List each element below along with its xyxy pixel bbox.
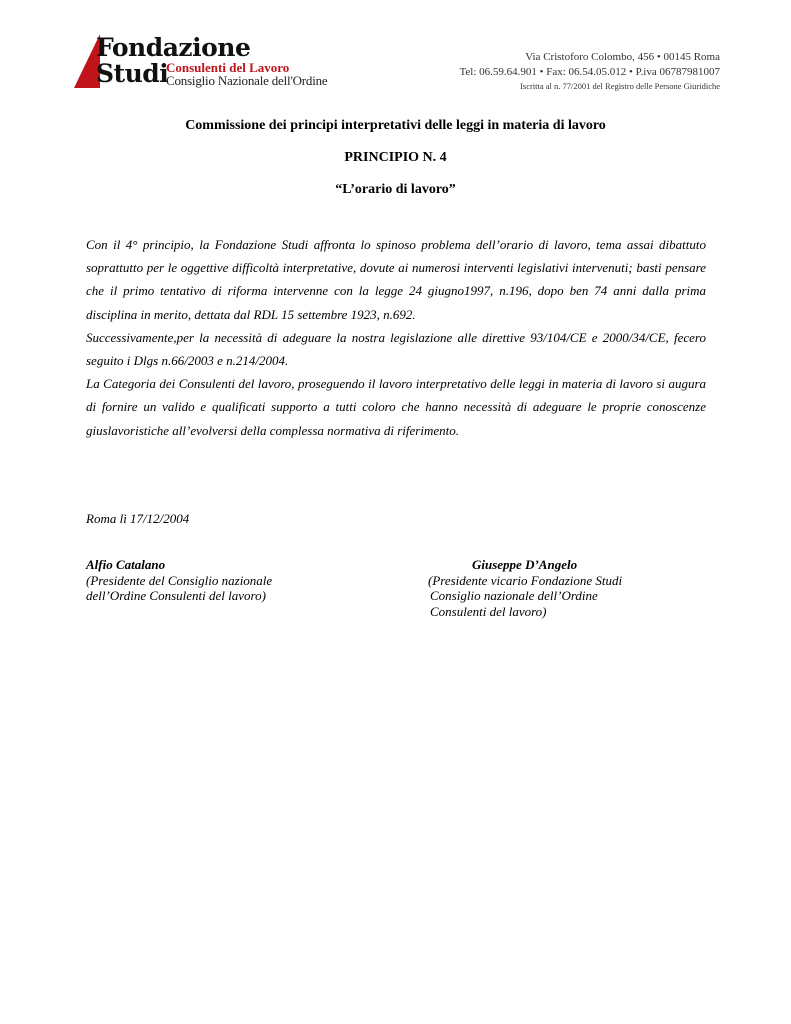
- document-body: [86, 233, 706, 442]
- letterhead: [0, 0, 791, 100]
- fondazione-studi-logo: [74, 33, 328, 94]
- contact-registry: Iscritta al n. 77/2001 del Registro delle Persone Giuridiche: [520, 81, 720, 91]
- body-paragraph: Con il 4° principio, la Fondazione Studi affronta lo spinoso problema dell’orario di lavoro, tema assai dibattuto soprattutto per le oggettive difficoltà interpretative, dovute ai numerosi interventi legislativi intervenuti; basti pensare che il primo tentativo di riforma intervenne con la legge 24 giugno1997, n.196, dopo ben 74 anni dalla prima disciplina in merito, dettata dal RDL 15 settembre 1923, n.692.: [86, 237, 706, 322]
- commission-heading: Commissione dei principi interpretativi delle leggi in materia di lavoro: [185, 118, 606, 133]
- signature-left: [86, 557, 272, 604]
- signature-right: [428, 557, 622, 619]
- signatory-name: Alfio Catalano: [86, 557, 166, 572]
- logo-name-line-2: Studi: [96, 59, 169, 88]
- signatory-name: Giuseppe D’Angelo: [472, 557, 578, 572]
- logo-subtitle-line-2: Consiglio Nazionale dell'Ordine: [166, 73, 328, 88]
- signatory-role-line: (Presidente vicario Fondazione Studi: [428, 572, 623, 588]
- signatory-role-line: dell’Ordine Consulenti del lavoro): [86, 588, 266, 603]
- contact-address: Via Cristoforo Colombo, 456 • 00145 Roma: [525, 51, 720, 63]
- signatory-role-line: Consiglio nazionale dell’Ordine: [430, 588, 598, 603]
- body-paragraph: La Categoria dei Consulenti del lavoro, proseguendo il lavoro interpretativo delle leggi in materia di lavoro si augura di fornire un valido e qualificati supporto a tutti coloro che hanno necessità di adeguare le proprie conoscenze giuslavoristiche all’evolversi della complessa normativa di riferimento.: [86, 376, 706, 438]
- principle-number-heading: PRINCIPIO N. 4: [344, 150, 447, 165]
- contact-phone-fax-vat: Tel: 06.59.64.901 • Fax: 06.54.05.012 • P.iva 06787981007: [459, 66, 720, 78]
- principle-subject-heading: “L’orario di lavoro”: [335, 182, 456, 197]
- logo-name-line-1: Fondazione: [96, 33, 251, 62]
- contact-info: [459, 50, 720, 92]
- signatory-role-line: (Presidente del Consiglio nazionale: [86, 572, 273, 588]
- logo-subtitle-line-1: Consulenti del Lavoro: [166, 60, 290, 75]
- body-paragraph: Successivamente,per la necessità di adeguare la nostra legislazione alle direttive 93/104/CE e 2000/34/CE, fecero seguito i Dlgs n.66/2003 e n.214/2004.: [86, 329, 706, 369]
- signatory-role-line: Consulenti del lavoro): [430, 603, 547, 619]
- place-and-date: Roma lì 17/12/2004: [86, 511, 190, 526]
